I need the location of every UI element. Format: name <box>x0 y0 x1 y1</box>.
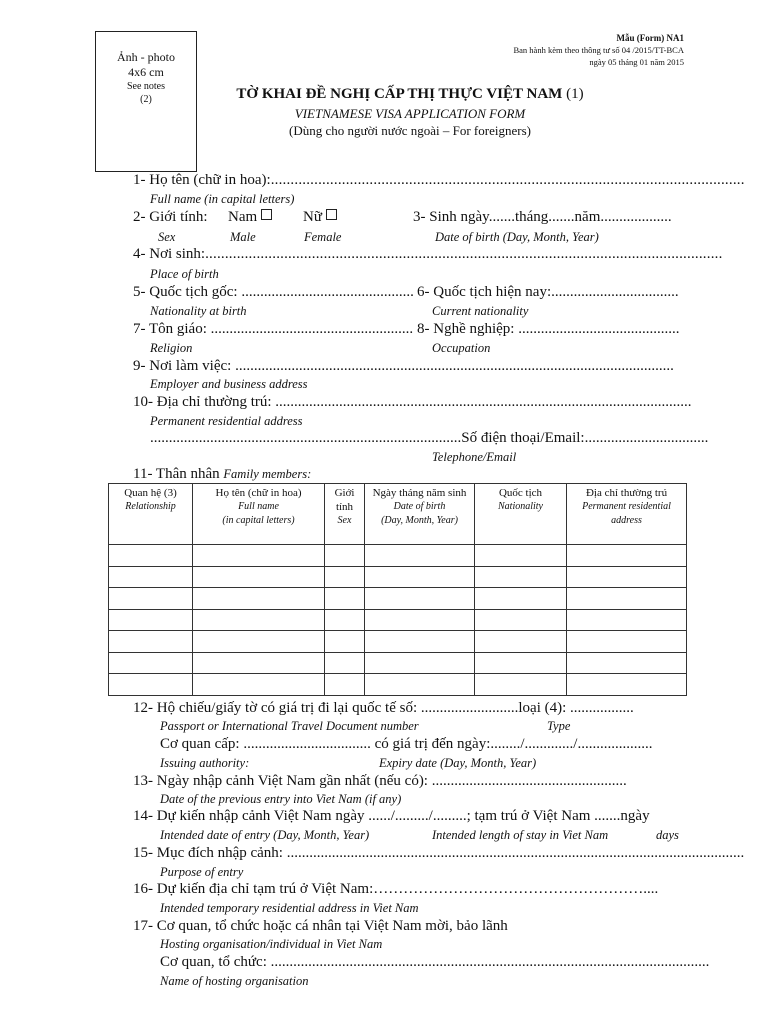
table-cell[interactable] <box>567 631 687 653</box>
title-english: VIETNAMESE VISA APPLICATION FORM <box>294 106 526 121</box>
photo-size: 4x6 cm <box>128 65 164 79</box>
table-cell[interactable] <box>325 588 365 610</box>
passport-type-label: loại (4): <box>518 700 567 716</box>
title-note: (1) <box>566 86 584 102</box>
phone-en: Telephone/Email <box>432 450 517 464</box>
table-cell[interactable] <box>365 631 475 653</box>
dob-year-label: năm <box>574 209 601 225</box>
sex-male-label: Nam <box>228 209 258 225</box>
table-cell[interactable] <box>109 609 193 631</box>
sex-male-option[interactable] <box>228 209 272 226</box>
passport-en: Passport or International Travel Document number <box>160 719 419 733</box>
religion-en: Religion <box>150 341 193 355</box>
title-main: TỜ KHAI ĐỀ NGHỊ CẤP THỊ THỰC VIỆT NAM <box>236 86 563 102</box>
table-cell[interactable] <box>109 674 193 696</box>
occupation-label: 8- Nghề nghiệp: <box>417 321 515 337</box>
pob-dots: ................................................................................................................................... <box>205 246 723 262</box>
table-row <box>109 588 687 610</box>
address-en: Permanent residential address <box>150 414 303 428</box>
dob-en: Date of birth (Day, Month, Year) <box>435 230 599 244</box>
purpose-dots: .......................................................................................................................... <box>286 845 745 861</box>
table-cell[interactable] <box>475 566 567 588</box>
col-nationality: Quốc tịch Nationality <box>475 484 567 545</box>
host-org-label: Cơ quan, tổ chức: <box>160 954 267 970</box>
table-cell[interactable] <box>365 674 475 696</box>
family-table-header <box>109 484 687 545</box>
purpose-en: Purpose of entry <box>160 865 244 879</box>
table-cell[interactable] <box>365 588 475 610</box>
phone-dots: ................................. <box>584 430 709 446</box>
pob-label: 4- Nơi sinh: <box>133 246 206 262</box>
stay-label: tạm trú ở Việt Nam <box>474 808 591 824</box>
table-cell[interactable] <box>193 674 325 696</box>
table-row <box>109 674 687 696</box>
occupation-dots: ........................................... <box>518 321 680 337</box>
religion-label: 7- Tôn giáo: <box>133 321 207 337</box>
prev-entry-dots: .................................................... <box>431 773 627 789</box>
intended-entry-label: 14- Dự kiến nhập cảnh Việt Nam ngày <box>133 808 365 824</box>
temp-address-en: Intended temporary residential address in Viet Nam <box>160 901 419 915</box>
dob-month-label: tháng <box>514 209 549 225</box>
field-temp-address[interactable] <box>133 881 658 898</box>
table-row <box>109 545 687 567</box>
table-cell[interactable] <box>193 588 325 610</box>
table-cell[interactable] <box>567 674 687 696</box>
table-cell[interactable] <box>325 631 365 653</box>
prev-entry-en: Date of the previous entry into Viet Nam (if any) <box>160 792 402 806</box>
table-cell[interactable] <box>109 588 193 610</box>
address-dots-2: ................................................................................... <box>150 430 462 446</box>
nat-current-dots: .................................. <box>551 284 679 300</box>
col-address: Địa chỉ thường trú Permanent residential address <box>567 484 687 545</box>
sex-en: Sex <box>158 230 176 244</box>
table-cell[interactable] <box>365 609 475 631</box>
table-cell[interactable] <box>325 674 365 696</box>
expiry-en: Expiry date (Day, Month, Year) <box>379 756 537 770</box>
days-en: days <box>656 828 679 842</box>
title-sub: (Dùng cho người nước ngoài – For foreigners) <box>289 123 531 138</box>
expiry-label: có giá trị đến ngày: <box>374 736 491 752</box>
photo-note-number: (2) <box>140 94 152 105</box>
nat-birth-dots: .............................................. <box>241 284 414 300</box>
purpose-label: 15- Mục đích nhập cảnh: <box>133 845 283 861</box>
employer-label: 9- Nơi làm việc: <box>133 358 232 374</box>
agency-en: Issuing authority: <box>160 756 250 770</box>
occupation-en: Occupation <box>432 341 491 355</box>
table-cell[interactable] <box>365 652 475 674</box>
table-cell[interactable] <box>193 566 325 588</box>
table-cell[interactable] <box>475 609 567 631</box>
religion-dots: ...................................................... <box>210 321 414 337</box>
employer-dots: ..................................................................................................................... <box>235 358 674 374</box>
field-intended-entry[interactable] <box>133 808 650 825</box>
table-cell[interactable] <box>193 631 325 653</box>
female-checkbox[interactable] <box>326 209 337 220</box>
female-en: Female <box>304 230 342 244</box>
form-code-title: Mẫu (Form) NA1 <box>616 33 684 43</box>
nat-birth-en: Nationality at birth <box>150 304 247 318</box>
field-permanent-address[interactable] <box>133 394 692 411</box>
field-sex <box>133 209 208 226</box>
table-row <box>109 566 687 588</box>
address-label: 10- Địa chỉ thường trú: <box>133 394 272 410</box>
sex-female-label: Nữ <box>303 209 322 225</box>
field-host <box>133 918 508 935</box>
photo-label: Ảnh - photo <box>117 50 175 64</box>
table-cell[interactable] <box>325 609 365 631</box>
table-cell[interactable] <box>567 545 687 567</box>
table-cell[interactable] <box>567 566 687 588</box>
table-cell[interactable] <box>109 566 193 588</box>
nat-current-en: Current nationality <box>432 304 529 318</box>
stay-en: Intended length of stay in Viet Nam <box>432 828 609 842</box>
table-cell[interactable] <box>109 652 193 674</box>
table-cell[interactable] <box>109 545 193 567</box>
host-org-en: Name of hosting organisation <box>160 974 309 988</box>
nat-birth-label: 5- Quốc tịch gốc: <box>133 284 238 300</box>
col-full-name: Họ tên (chữ in hoa) Full name (in capital letters) <box>193 484 325 545</box>
sex-female-option[interactable] <box>303 209 337 226</box>
employer-en: Employer and business address <box>150 377 308 391</box>
family-label: 11- Thân nhân <box>133 466 220 482</box>
field-dob[interactable] <box>413 209 672 226</box>
field-place-of-birth[interactable] <box>133 246 723 263</box>
male-checkbox[interactable] <box>261 209 272 220</box>
field-purpose[interactable] <box>133 845 744 862</box>
field-previous-entry[interactable] <box>133 773 627 790</box>
table-cell[interactable] <box>325 566 365 588</box>
field-passport[interactable] <box>133 700 634 717</box>
nat-current-label: 6- Quốc tịch hiện nay: <box>417 284 552 300</box>
passport-type-dots: ................. <box>570 700 634 716</box>
dob-month-dots: ....... <box>548 209 575 225</box>
temp-address-label: 16- Dự kiến địa chỉ tạm trú ở Việt Nam: <box>133 881 374 897</box>
table-row <box>109 652 687 674</box>
table-cell[interactable] <box>109 631 193 653</box>
field-employer[interactable] <box>133 358 674 375</box>
address-line2[interactable] <box>150 430 708 447</box>
pob-en: Place of birth <box>150 267 219 281</box>
agency-dots: .................................. <box>243 736 371 752</box>
phone-label: Số điện thoại/Email: <box>461 430 585 446</box>
stay-days-label: ngày <box>620 808 650 824</box>
table-cell[interactable] <box>325 652 365 674</box>
table-cell[interactable] <box>567 652 687 674</box>
table-cell[interactable] <box>365 545 475 567</box>
table-cell[interactable] <box>475 652 567 674</box>
field-full-name[interactable] <box>133 172 745 189</box>
table-cell[interactable] <box>325 545 365 567</box>
host-label: 17- Cơ quan, tổ chức hoặc cá nhân tại Việt Nam mời, bảo lãnh <box>133 918 508 934</box>
stay-dots: ....... <box>594 808 621 824</box>
intended-entry-dots: ....../........./.........; <box>368 808 471 824</box>
temp-address-dots: ……………………………………………….... <box>373 881 659 897</box>
prev-entry-label: 13- Ngày nhập cảnh Việt Nam gần nhất (nếu có): <box>133 773 428 789</box>
page-title <box>170 86 650 103</box>
photo-notes: See notes <box>126 81 166 92</box>
table-row <box>109 631 687 653</box>
family-members-heading <box>133 466 311 483</box>
field-occupation[interactable] <box>417 321 679 338</box>
col-dob: Ngày tháng năm sinh Date of birth (Day, Month, Year) <box>365 484 475 545</box>
field-issuing-authority[interactable] <box>160 736 652 753</box>
dob-year-dots: ................... <box>600 209 672 225</box>
address-dots: ............................................................................................................... <box>275 394 692 410</box>
passport-dots: .......................... <box>420 700 519 716</box>
table-cell[interactable] <box>475 631 567 653</box>
intended-entry-en: Intended date of entry (Day, Month, Year) <box>160 828 370 842</box>
host-en: Hosting organisation/individual in Viet Nam <box>160 937 383 951</box>
sex-label: 2- Giới tính: <box>133 209 208 225</box>
table-cell[interactable] <box>475 674 567 696</box>
table-cell[interactable] <box>567 609 687 631</box>
family-en: Family members: <box>223 467 312 481</box>
full-name-dots: ........................................................................................................................ <box>270 172 745 188</box>
table-cell[interactable] <box>567 588 687 610</box>
host-org-dots: ..................................................................................................................... <box>270 954 710 970</box>
agency-label: Cơ quan cấp: <box>160 736 240 752</box>
dob-day-dots: ....... <box>488 209 515 225</box>
field-current-nationality[interactable] <box>417 284 679 301</box>
table-cell[interactable] <box>475 588 567 610</box>
passport-type-en: Type <box>547 719 571 733</box>
col-sex: Giới tính Sex <box>325 484 365 545</box>
table-cell[interactable] <box>193 609 325 631</box>
full-name-en: Full name (in capital letters) <box>150 192 295 206</box>
field-host-org[interactable] <box>160 954 709 971</box>
field-religion[interactable] <box>133 321 413 338</box>
table-cell[interactable] <box>475 545 567 567</box>
full-name-label: 1- Họ tên (chữ in hoa): <box>133 172 271 188</box>
table-row <box>109 609 687 631</box>
passport-label: 12- Hộ chiếu/giấy tờ có giá trị đi lại quốc tế số: <box>133 700 418 716</box>
table-cell[interactable] <box>365 566 475 588</box>
dob-label: 3- Sinh ngày <box>413 209 489 225</box>
col-relationship: Quan hệ (3) Relationship <box>109 484 193 545</box>
expiry-dots: ......../............./.................... <box>490 736 653 752</box>
form-code-date: ngày 05 tháng 01 năm 2015 <box>589 57 684 67</box>
male-en: Male <box>230 230 256 244</box>
family-table <box>108 483 687 696</box>
table-cell[interactable] <box>193 652 325 674</box>
table-cell[interactable] <box>193 545 325 567</box>
field-nationality-birth[interactable] <box>133 284 414 301</box>
form-code <box>513 32 684 68</box>
form-code-circular: Ban hành kèm theo thông tư số 04 /2015/TT-BCA <box>513 45 684 55</box>
